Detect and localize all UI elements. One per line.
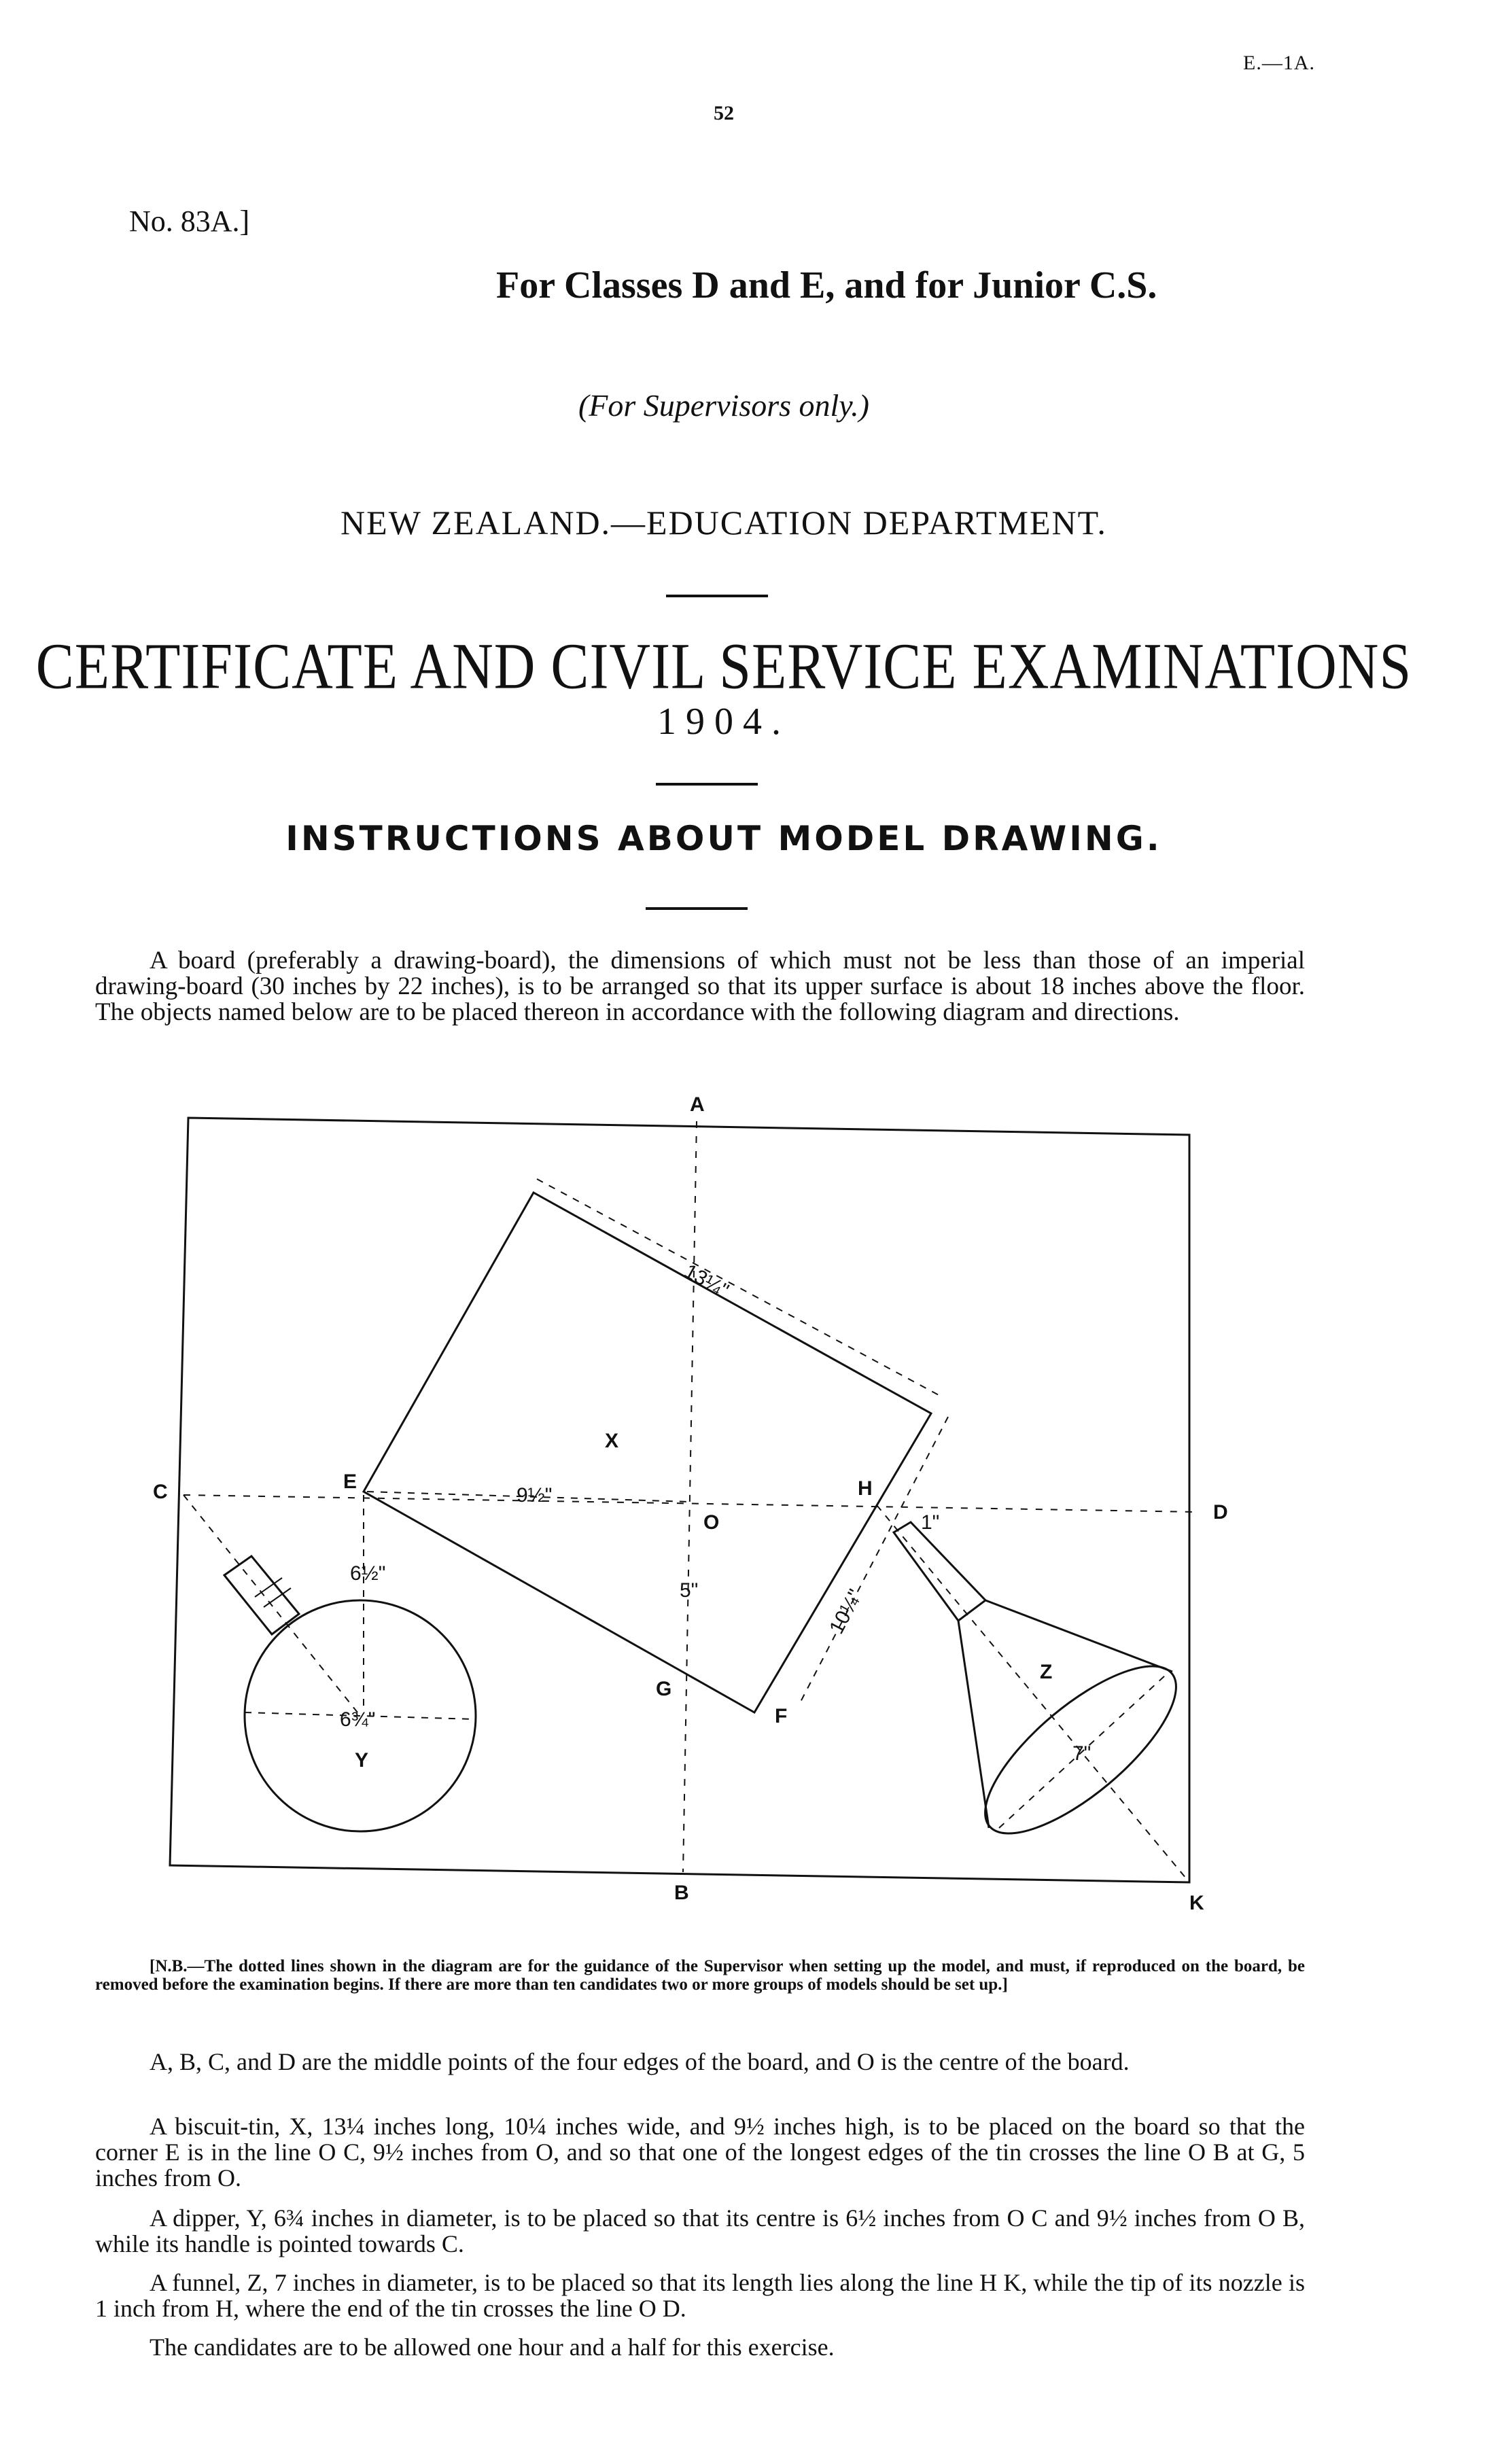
dipper-handle: [224, 1556, 299, 1634]
label-x: X: [605, 1430, 619, 1452]
supervisor-note: [N.B.—The dotted lines shown in the diagram are for the guidance of the Supervisor when setting up the model, and must, if reproduced on the board, be removed before the examination begins. If there are more than ten candidates two or more groups of models should be set up.]: [95, 1957, 1305, 1994]
label-g: G: [656, 1678, 672, 1700]
dipper-handle-axis: [184, 1495, 360, 1716]
label-k: K: [1189, 1892, 1204, 1914]
label-z: Z: [1040, 1661, 1053, 1683]
paragraph-funnel: A funnel, Z, 7 inches in diameter, is to be placed so that its length lies along the line H K, while the tip of its nozzle is 1 inch from H, where the end of the tin crosses the line O D.: [95, 2269, 1305, 2322]
exam-year: 1904.: [657, 701, 790, 743]
label-d: D: [1213, 1501, 1228, 1524]
label-b: B: [674, 1882, 689, 1904]
measure-e-to-o: 9½": [517, 1484, 553, 1507]
paragraph-dipper: A dipper, Y, 6¾ inches in diameter, is to be placed so that its centre is 6½ inches from O C and 9½ inches from O B, while its handle is pointed towards C.: [95, 2204, 1305, 2257]
measure-dipper-centre: 6¾": [340, 1708, 376, 1731]
funnel-side-top: [985, 1600, 1172, 1672]
paragraph-midpoints: A, B, C, and D are the middle points of the four edges of the board, and O is the centre of the board.: [150, 2048, 1130, 2075]
supervisors-note: (For Supervisors only.): [578, 388, 869, 423]
document-reference: E.—1A.: [1243, 52, 1315, 74]
paragraph-time-allowed: The candidates are to be allowed one hour and a half for this exercise.: [150, 2334, 835, 2361]
label-h: H: [858, 1477, 873, 1500]
page-number: 52: [714, 102, 734, 124]
measure-funnel-dia: 7": [1072, 1742, 1091, 1765]
line-hk: [877, 1505, 1189, 1882]
classes-heading: For Classes D and E, and for Junior C.S.: [496, 264, 1157, 306]
label-a: A: [690, 1093, 705, 1116]
intro-paragraph: A board (preferably a drawing-board), the dimensions of which must not be less than those of an imperial drawing-board (30 inches by 22 inches), is to be arranged so that its upper surface is about 18 inches above the floor. The objects named below are to be placed thereon in accordance with the following diagram and directions.: [95, 947, 1305, 1026]
label-o: O: [703, 1511, 720, 1534]
label-c: C: [153, 1481, 168, 1503]
funnel-nozzle: [894, 1522, 985, 1621]
tin-length-dim: [537, 1179, 941, 1396]
measure-dipper-offset: 6½": [350, 1562, 386, 1585]
diagram-labels: [153, 1093, 1228, 1914]
label-e: E: [343, 1471, 357, 1493]
label-y: Y: [355, 1749, 369, 1772]
document-number: No. 83A.]: [129, 205, 250, 238]
measure-o-to-g: 5": [680, 1579, 699, 1602]
instructions-title: INSTRUCTIONS ABOUT MODEL DRAWING.: [285, 819, 1162, 858]
tin-width-dim: [799, 1417, 948, 1706]
funnel-side-bottom: [958, 1621, 989, 1828]
measure-tin-length: 13¼": [680, 1260, 733, 1303]
exam-title: CERTIFICATE AND CIVIL SERVICE EXAMINATIONS: [35, 630, 1412, 703]
department-heading: NEW ZEALAND.—EDUCATION DEPARTMENT.: [340, 504, 1107, 542]
label-f: F: [775, 1705, 788, 1727]
paragraph-biscuit-tin: A biscuit-tin, X, 13¼ inches long, 10¼ inches wide, and 9½ inches high, is to be placed on the board so that the corner E is in the line O C, 9½ inches from O, and so that one of the longest edges of the tin crosses the line O B at G, 5 inches from O.: [95, 2113, 1305, 2192]
measure-tin-width: 10¼": [825, 1585, 867, 1638]
measure-nozzle-gap: 1": [921, 1511, 940, 1534]
board-outline: [170, 1118, 1189, 1882]
line-ab: [683, 1121, 697, 1872]
